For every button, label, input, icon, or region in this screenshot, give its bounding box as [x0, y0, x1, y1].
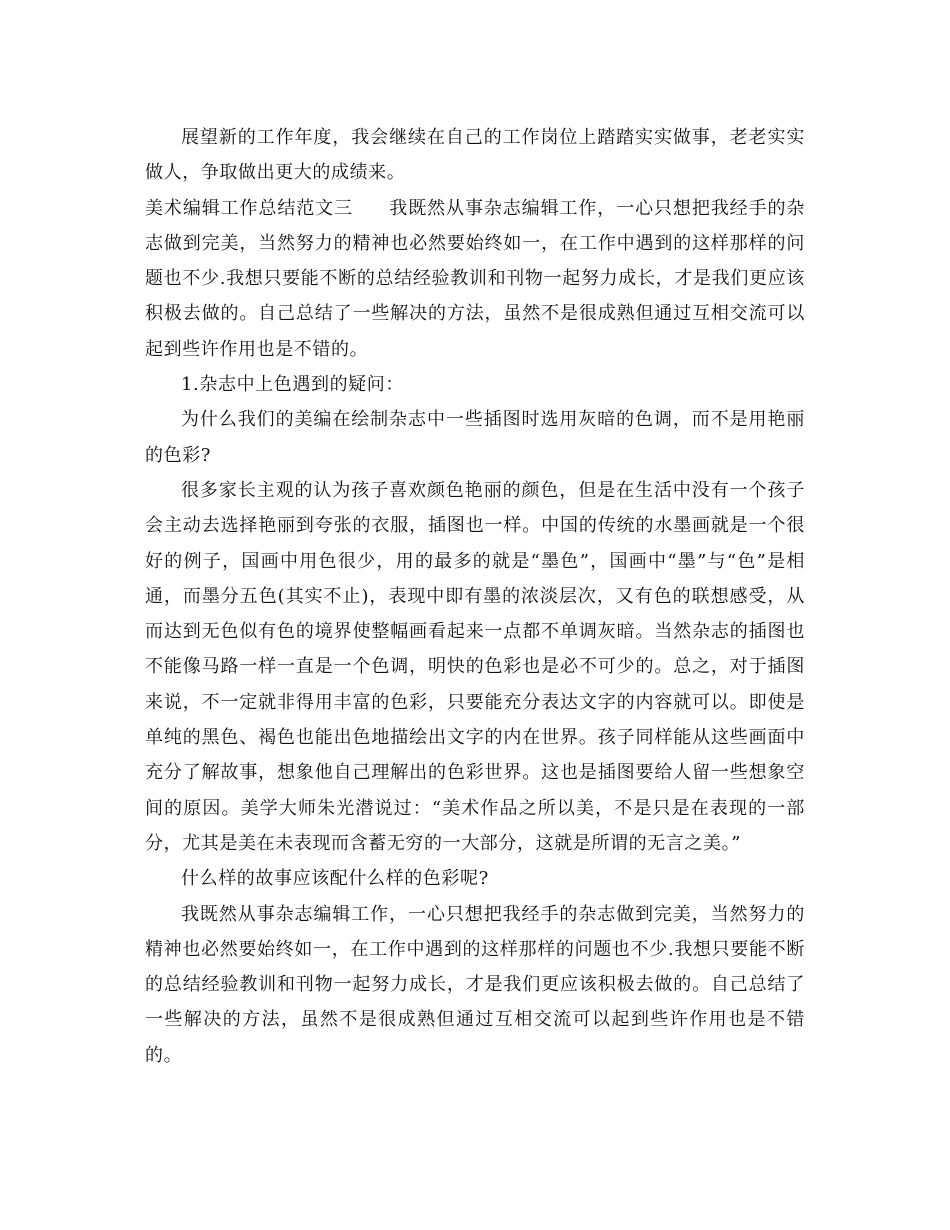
section-three-body: 我既然从事杂志编辑工作，一心只想把我经手的杂志做到完美，当然努力的精神也必然要始终如一，在工作中遇到的这样那样的问题也不少.我想只要能不断的总结经验教训和刊物一起努力成长，才是我们更应该积极去做的。自己总结了一些解决的方法，虽然不是很成熟但通过互相交流可以起到些许作用也是不错的。 [145, 197, 805, 360]
paragraph-follow-up-question: 什么样的故事应该配什么样的色彩呢? [181, 868, 489, 890]
paragraph-closing-outlook: 展望新的工作年度，我会继续在自己的工作岗位上踏踏实实做事，老老实实做人，争取做出更大的成绩来。 [145, 127, 805, 184]
paragraph-repeated-intro: 我既然从事杂志编辑工作，一心只想把我经手的杂志做到完美，当然努力的精神也必然要始终如一，在工作中遇到的这样那样的问题也不少.我想只要能不断的总结经验教训和刊物一起努力成长，才是我们更应该积极去做的。自己总结了一些解决的方法，虽然不是很成熟但通过互相交流可以起到些许作用也是不错的。 [145, 903, 805, 1066]
paragraph-section-three [145, 191, 805, 367]
paragraph-answer: 很多家长主观的认为孩子喜欢颜色艳丽的颜色，但是在生活中没有一个孩子会主动去选择艳丽到夸张的衣服，插图也一样。中国的传统的水墨画就是一个很好的例子，国画中用色很少，用的最多的就是“墨色”，国画中“墨”与“色”是相通，而墨分五色(其实不止)，表现中即有墨的浓淡层次，又有色的联想感受，从而达到无色似有色的境界使整幅画看起来一点都不单调灰暗。当然杂志的插图也不能像马路一样一直是一个色调，明快的色彩也是必不可少的。总之，对于插图来说，不一定就非得用丰富的色彩，只要能充分表达文字的内容就可以。即使是单纯的黑色、褐色也能出色地描绘出文字的内在世界。孩子同样能从这些画面中充分了解故事，想象他自己理解出的色彩世界。这也是插图要给人留一些想象空间的原因。美学大师朱光潜说过：“美术作品之所以美，不是只是在表现的一部分，尤其是美在未表现而含蓄无穷的一大部分，这就是所谓的无言之美。” [145, 479, 805, 854]
document-body [145, 120, 805, 1073]
paragraph-question-heading: 1.杂志中上色遇到的疑问： [181, 374, 404, 396]
paragraph-question: 为什么我们的美编在绘制杂志中一些插图时选用灰暗的色调，而不是用艳丽的色彩? [145, 409, 805, 466]
section-heading: 美术编辑工作总结范文三 [145, 197, 353, 219]
